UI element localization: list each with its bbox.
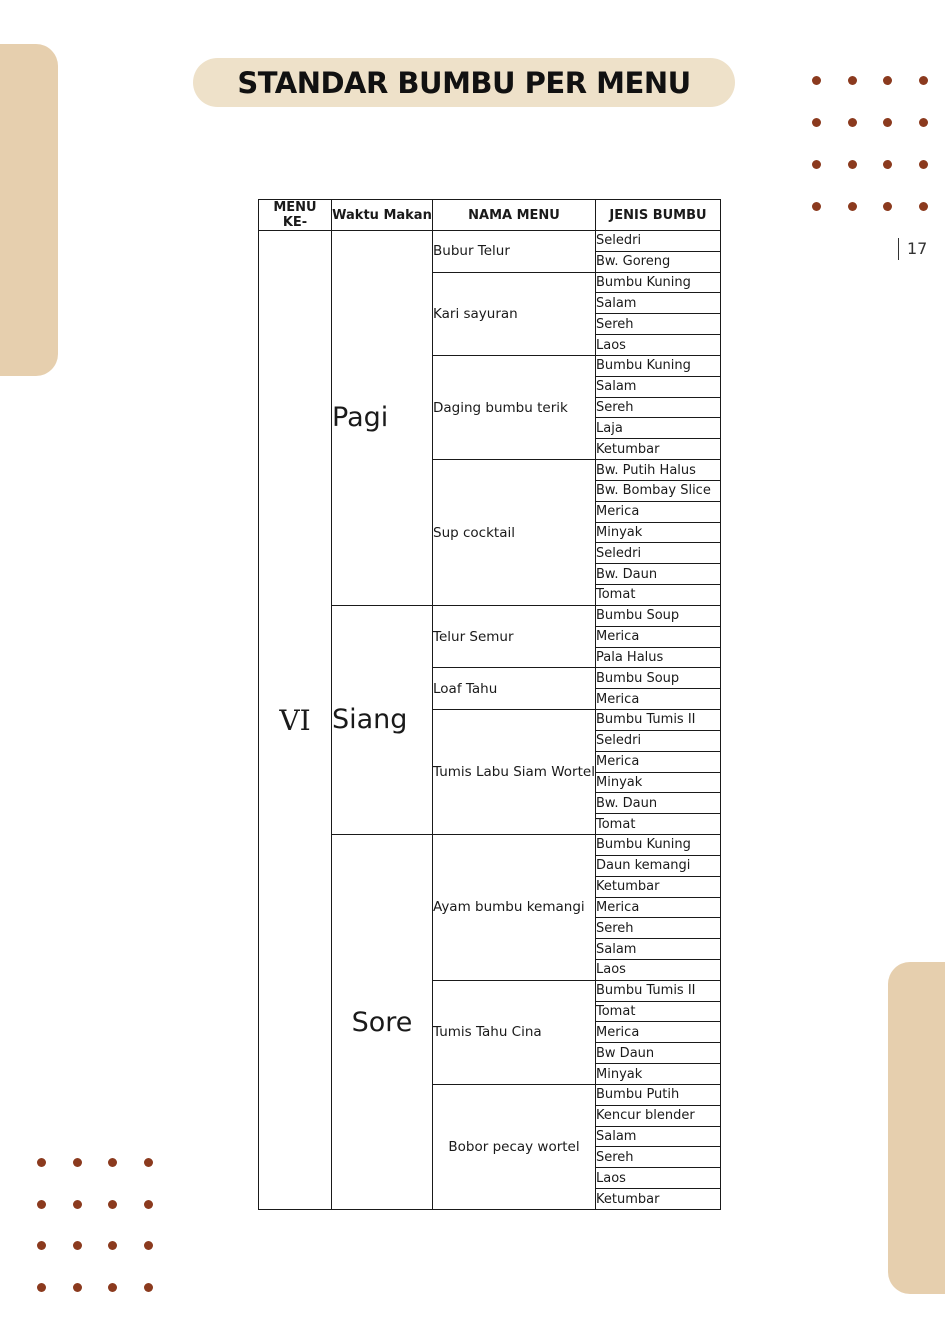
jenis-bumbu-cell: Laja (596, 418, 721, 439)
jenis-bumbu-cell: Merica (596, 689, 721, 710)
nama-menu-cell: Tumis Tahu Cina (433, 980, 596, 1084)
title-banner (193, 58, 735, 107)
jenis-bumbu-cell: Bumbu Tumis II (596, 710, 721, 731)
nama-menu-cell: Daging bumbu terik (433, 355, 596, 459)
jenis-bumbu-cell: Minyak (596, 772, 721, 793)
jenis-bumbu-cell: Bw. Daun (596, 564, 721, 585)
decorative-dot (883, 118, 892, 127)
left-decorative-tab (0, 44, 58, 376)
decorative-dot (812, 118, 821, 127)
decorative-dot (919, 118, 928, 127)
menu-ke-cell: VI (259, 231, 332, 1210)
decorative-dot (144, 1283, 153, 1292)
nama-menu-cell: Tumis Labu Siam Wortel (433, 710, 596, 835)
decorative-dot (73, 1200, 82, 1209)
table-header-row (259, 200, 721, 231)
jenis-bumbu-cell: Seledri (596, 543, 721, 564)
decorative-dot (144, 1200, 153, 1209)
decorative-dot (37, 1158, 46, 1167)
column-header-nama-menu: NAMA MENU (433, 200, 596, 231)
jenis-bumbu-cell: Laos (596, 1168, 721, 1189)
jenis-bumbu-cell: Bumbu Kuning (596, 835, 721, 856)
jenis-bumbu-cell: Merica (596, 1022, 721, 1043)
jenis-bumbu-cell: Bumbu Putih (596, 1084, 721, 1105)
jenis-bumbu-cell: Kencur blender (596, 1105, 721, 1126)
decorative-dot (73, 1158, 82, 1167)
jenis-bumbu-cell: Ketumbar (596, 1189, 721, 1210)
jenis-bumbu-cell: Salam (596, 376, 721, 397)
decorative-dot (883, 76, 892, 85)
decorative-dot (883, 160, 892, 169)
jenis-bumbu-cell: Sereh (596, 397, 721, 418)
jenis-bumbu-cell: Bumbu Tumis II (596, 980, 721, 1001)
right-decorative-tab (888, 962, 945, 1294)
seasoning-table (258, 199, 721, 1210)
decorative-dot (144, 1158, 153, 1167)
jenis-bumbu-cell: Laos (596, 959, 721, 980)
column-header-jenis-bumbu: JENIS BUMBU (596, 200, 721, 231)
decorative-dot (919, 202, 928, 211)
decorative-dot (73, 1283, 82, 1292)
jenis-bumbu-cell: Bumbu Kuning (596, 272, 721, 293)
jenis-bumbu-cell: Sereh (596, 1147, 721, 1168)
jenis-bumbu-cell: Ketumbar (596, 876, 721, 897)
waktu-makan-cell: Sore (332, 835, 433, 1210)
jenis-bumbu-cell: Tomat (596, 1001, 721, 1022)
jenis-bumbu-cell: Laos (596, 335, 721, 356)
jenis-bumbu-cell: Bumbu Kuning (596, 355, 721, 376)
jenis-bumbu-cell: Bumbu Soup (596, 605, 721, 626)
page-number: 17 (898, 238, 927, 260)
decorative-dot (144, 1241, 153, 1250)
jenis-bumbu-cell: Daun kemangi (596, 855, 721, 876)
decorative-dot (812, 160, 821, 169)
jenis-bumbu-cell: Bw Daun (596, 1043, 721, 1064)
decorative-dot (812, 76, 821, 85)
waktu-makan-cell: Siang (332, 605, 433, 834)
jenis-bumbu-cell: Seledri (596, 231, 721, 252)
jenis-bumbu-cell: Merica (596, 897, 721, 918)
decorative-dot (108, 1158, 117, 1167)
decorative-dot (108, 1241, 117, 1250)
jenis-bumbu-cell: Bw. Daun (596, 793, 721, 814)
decorative-dot (73, 1241, 82, 1250)
jenis-bumbu-cell: Bw. Putih Halus (596, 460, 721, 481)
jenis-bumbu-cell: Sereh (596, 918, 721, 939)
page-title: STANDAR BUMBU PER MENU (237, 65, 691, 100)
decorative-dot (919, 160, 928, 169)
decorative-dot (919, 76, 928, 85)
decorative-dot (37, 1200, 46, 1209)
nama-menu-cell: Ayam bumbu kemangi (433, 835, 596, 981)
waktu-makan-cell: Pagi (332, 231, 433, 606)
jenis-bumbu-cell: Merica (596, 751, 721, 772)
column-header-waktu-makan: Waktu Makan (332, 200, 433, 231)
jenis-bumbu-cell: Sereh (596, 314, 721, 335)
decorative-dot (883, 202, 892, 211)
jenis-bumbu-cell: Seledri (596, 730, 721, 751)
jenis-bumbu-cell: Salam (596, 1126, 721, 1147)
jenis-bumbu-cell: Minyak (596, 522, 721, 543)
nama-menu-cell: Bobor pecay wortel (433, 1084, 596, 1209)
jenis-bumbu-cell: Bw. Bombay Slice (596, 480, 721, 501)
column-header-menu-ke: MENU KE- (259, 200, 332, 231)
nama-menu-cell: Bubur Telur (433, 231, 596, 273)
decorative-dot (812, 202, 821, 211)
jenis-bumbu-cell: Tomat (596, 585, 721, 606)
table-row (259, 231, 721, 252)
nama-menu-cell: Telur Semur (433, 605, 596, 667)
decorative-dot (848, 118, 857, 127)
decorative-dot (848, 160, 857, 169)
jenis-bumbu-cell: Tomat (596, 814, 721, 835)
jenis-bumbu-cell: Merica (596, 501, 721, 522)
decorative-dot (37, 1283, 46, 1292)
decorative-dot (848, 76, 857, 85)
jenis-bumbu-cell: Salam (596, 293, 721, 314)
decorative-dot (108, 1283, 117, 1292)
jenis-bumbu-cell: Ketumbar (596, 439, 721, 460)
jenis-bumbu-cell: Minyak (596, 1064, 721, 1085)
decorative-dot (848, 202, 857, 211)
jenis-bumbu-cell: Pala Halus (596, 647, 721, 668)
jenis-bumbu-cell: Bw. Goreng (596, 251, 721, 272)
jenis-bumbu-cell: Merica (596, 626, 721, 647)
nama-menu-cell: Loaf Tahu (433, 668, 596, 710)
jenis-bumbu-cell: Bumbu Soup (596, 668, 721, 689)
jenis-bumbu-cell: Salam (596, 939, 721, 960)
decorative-dot (108, 1200, 117, 1209)
nama-menu-cell: Sup cocktail (433, 460, 596, 606)
decorative-dot (37, 1241, 46, 1250)
nama-menu-cell: Kari sayuran (433, 272, 596, 355)
